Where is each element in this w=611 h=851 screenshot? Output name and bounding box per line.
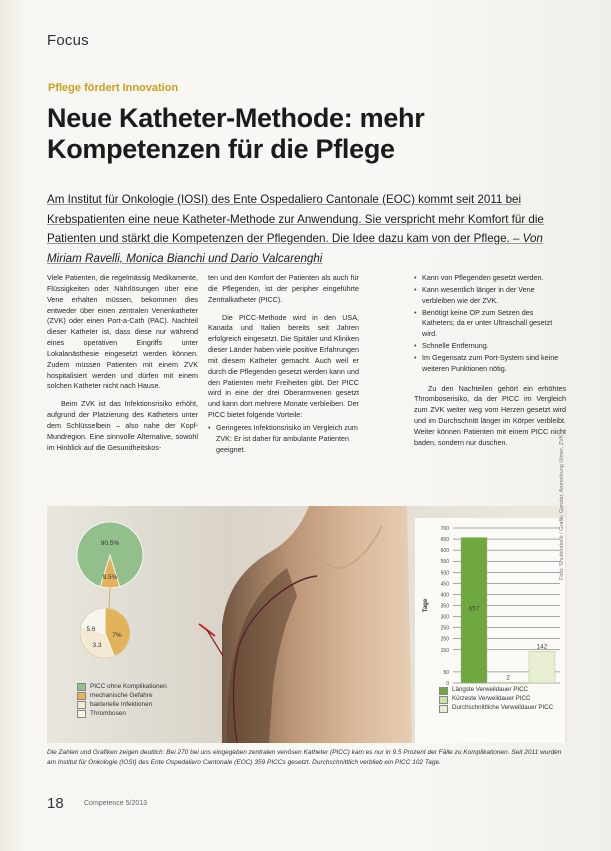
legend-swatch <box>77 701 86 709</box>
legend-item <box>439 704 559 713</box>
legend-label: Längste Verweildauer PICC <box>452 686 529 693</box>
legend-item <box>77 691 167 700</box>
legend-label: Durchschnittliche Verweildauer PICC <box>452 704 554 711</box>
y-tick-label: 700 <box>440 526 449 532</box>
legend-label: bakterielle Infektionen <box>90 701 153 708</box>
legend-item <box>77 682 167 691</box>
y-tick-label: 650 <box>440 537 449 544</box>
y-tick-label: 500 <box>440 570 449 577</box>
bar-legend <box>439 686 559 713</box>
pie2-value-label: 5.6 <box>86 626 96 633</box>
list-item: • Schnelle Entfernung. <box>414 341 566 352</box>
paragraph: Beim ZVK ist das Infektionsrisiko erhöht, aufgrund der Platzierung des Katheters unter dem Schlüsselbein – also nahe der Kopf-Mundregion. Eine sinnvolle Alternative, sowohl im Hinblick auf die Gesundheitskos- <box>47 399 198 452</box>
pie2-value-label: 3.3 <box>92 642 102 649</box>
y-axis-label: Tage <box>423 598 429 613</box>
legend-item <box>77 700 167 709</box>
kicker: Pflege fördert Innovation <box>48 82 179 94</box>
bar <box>529 652 555 683</box>
pie2-value-label: 7% <box>112 632 122 639</box>
legend-item <box>439 686 559 695</box>
page-number: 18 <box>47 795 64 812</box>
connector-line <box>109 588 110 608</box>
figure-caption: Die Zahlen und Grafiken zeigen deutlich: Bei 270 bei uns eingegeben zentralen venösen Katheter (PICC) kam es nur in 9.5 Prozent der Fälle zu Komplikationen. Seit 2011 wurden am Institut für Onkologie (IOSI) des Ente Ospedaliero Cantonale (EOC) 359 PICCs gesetzt. Durchschnittlich verblieb ein PICC 102 Tage. <box>47 749 562 766</box>
article-lead <box>47 190 563 268</box>
list-item: • Benötigt keine OP zum Setzen des Katheters; da er unter Ultraschall gesetzt wird. <box>414 308 566 341</box>
bar-value-label: 657 <box>468 605 480 613</box>
y-tick-label: 550 <box>440 559 449 566</box>
legend-swatch <box>77 683 86 691</box>
paragraph: Die PICC-Methode wird in den USA, Kanada und Italien bereits seit Jahren erfolgreich eingesetzt. Die Spitäler und Kliniken dieser Länder haben viele positive Erfahrungen mit diesem Katheter gemacht. Auch weil er durch die Pflegenden gesetzt werden kann und den Patienten mehr Freiheiten gibt. Der PICC wird in eine der drei Oberarmvenen gesetzt und kann dort mehrere Monate verbleiben. Der PICC bietet folgende Vorteile: <box>208 312 359 420</box>
list-item: • Geringeres Infektionsrisiko im Vergleich zum ZVK: Er ist daher für ambulante Patienten geeignet. <box>208 423 359 456</box>
journal-name: Competence 5/2013 <box>84 800 148 807</box>
legend-label: Thrombosen <box>90 710 126 717</box>
byline: – Von Miriam Ravelli, Monica Bianchi und Dario Valcarenghi <box>47 232 543 265</box>
legend-swatch <box>77 710 86 718</box>
y-tick-label: 300 <box>440 614 449 621</box>
legend-item <box>439 695 559 704</box>
paragraph: ten und den Komfort der Patienten als auch für die Pflegenden, ist der peripher eingeführte Zentralkatheter (PICC). <box>208 273 359 304</box>
pie-charts <box>75 520 195 670</box>
legend-swatch <box>439 705 448 713</box>
legend-label: PICC ohne Komplikationen <box>90 683 167 690</box>
image-credit: Foto: Shutterstock / Grafik: Gerster, Anmerkung Ulmer, ZVK <box>559 434 565 580</box>
legend-swatch <box>439 687 448 695</box>
bar-value-label: 2 <box>506 674 510 682</box>
body-column-1 <box>47 273 198 461</box>
list-item: • Kann von Pflegenden gesetzt werden. <box>414 273 566 284</box>
y-tick-label: 450 <box>440 581 449 588</box>
y-tick-label: 350 <box>440 603 449 610</box>
y-tick-label: 600 <box>440 548 449 555</box>
bar-value-label: 142 <box>536 643 548 651</box>
legend-item <box>77 709 167 718</box>
pie-value-label: 90.5% <box>100 540 120 547</box>
y-tick-label: 50 <box>443 669 449 676</box>
legend-swatch <box>439 696 448 704</box>
y-tick-label: 150 <box>440 647 449 654</box>
section-label: Focus <box>47 32 89 49</box>
article-title: Neue Katheter-Methode: mehr Kompetenzen für die Pflege <box>47 103 425 164</box>
paragraph: Zu den Nachteilen gehört ein erhöhtes Thromboserisiko, da der PICC im Vergleich zum ZVK weiter weg vom Herzen gesetzt wird und im Durchschnitt länger im Körper verbleibt. Weiter können Patienten mit einem PICC nicht baden, sondern nur duschen. <box>414 383 566 447</box>
advantages-list-continued <box>414 273 566 375</box>
pie-legend <box>77 682 167 718</box>
body-column-2 <box>208 273 359 457</box>
advantages-list <box>208 423 359 456</box>
list-item: • Kann wesentlich länger in der Vene verbleiben wie der ZVK. <box>414 285 566 307</box>
legend-swatch <box>77 692 86 700</box>
body-column-3 <box>414 273 566 456</box>
paragraph: Viele Patienten, die regelmässig Medikamente, Flüssigkeiten oder Nährlösungen über eine Vene erhalten müssen, bekommen dies entweder über einen zentralen Venenkatheter (ZVK) oder einen Port-a-Cath (PAC). Nachteil dieser Katheter ist, dass diese nur während eines operativen Eingriffs unter Lokalanästhesie eingesetzt werden können. Zudem müssen Patienten mit einem ZVK hospitalisiert werden und dürfen mit einem solchen Katheter nicht nach Hause. <box>47 273 198 391</box>
lead-text: Am Institut für Onkologie (IOSI) des Ente Ospedaliero Cantonale (EOC) kommt seit 2011 bei Krebspatienten eine neue Katheter-Methode zur Anwendung. Sie verspricht mehr Komfort für die Patienten und stärkt die Kompetenzen der Pflegenden. Die Idee dazu kam von der Pflege. <box>47 193 544 245</box>
y-tick-label: 200 <box>440 636 449 643</box>
list-item: • Im Gegensatz zum Port-System sind keine weiteren Punktionen nötig. <box>414 353 566 375</box>
y-tick-label: 250 <box>440 625 449 632</box>
y-tick-label: 400 <box>440 592 449 599</box>
legend-label: Kürzeste Verweildauer PICC <box>452 695 531 702</box>
legend-label: mechanische Gefahre <box>90 692 153 699</box>
y-tick-label: 0 <box>446 681 449 687</box>
pie-value-label: 9.5% <box>102 574 118 581</box>
